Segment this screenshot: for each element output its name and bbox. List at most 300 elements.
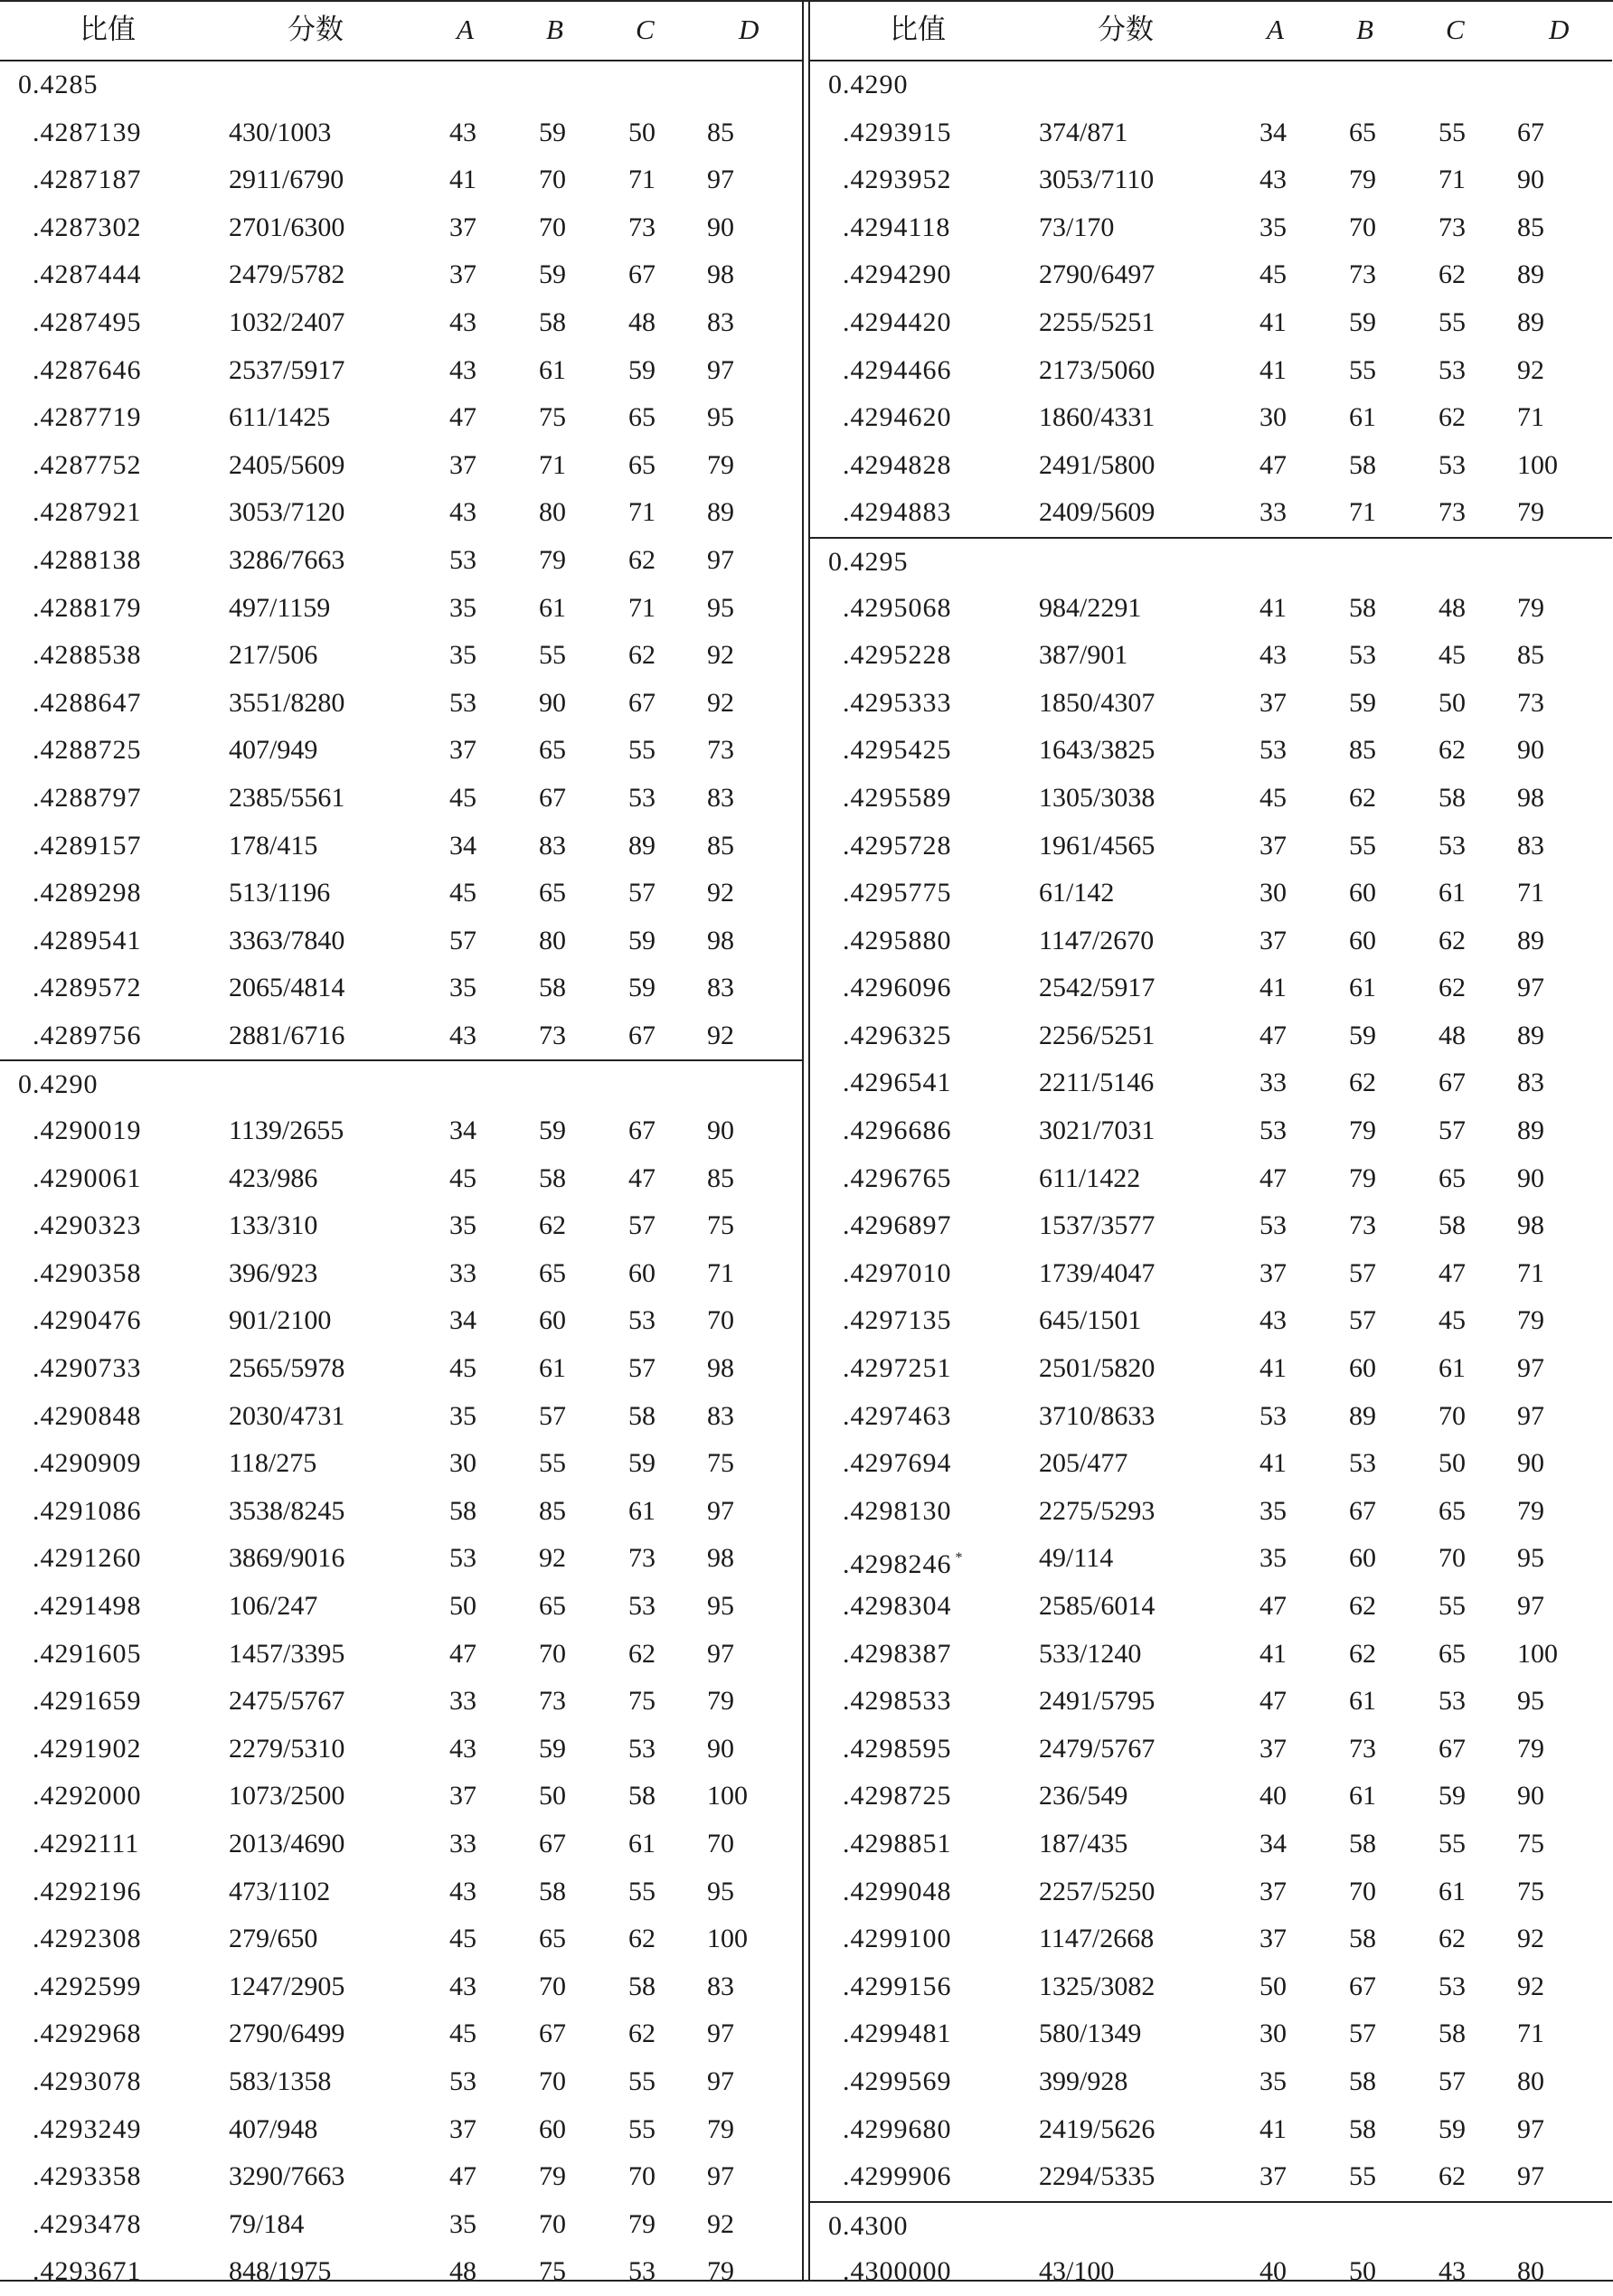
a-cell: 40 [1259,2256,1287,2287]
a-cell: 37 [449,212,476,242]
a-cell: 37 [1259,1876,1287,1906]
ratio-cell: .4299100 [843,1924,952,1954]
ratio-cell: .4296686 [843,1115,952,1146]
table-row [0,1345,802,1393]
a-cell: 43 [449,497,476,528]
table-row [0,442,802,490]
table-row [810,1821,1612,1868]
fraction-cell: 106/247 [229,1591,318,1621]
c-cell: 53 [1438,1971,1466,2001]
ratio-cell: .4291498 [33,1591,142,1621]
b-cell: 61 [1349,1781,1376,1811]
fraction-cell: 583/1358 [229,2065,332,2096]
table-row [0,2153,802,2201]
ratio-cell: .4295775 [843,878,952,908]
b-cell: 61 [539,592,566,623]
c-cell: 62 [1438,1924,1466,1954]
d-cell: 92 [707,2208,734,2239]
c-cell: 57 [628,1210,656,1241]
b-cell: 58 [539,1162,566,1193]
a-cell: 58 [449,1495,476,1526]
c-cell: 61 [1438,1353,1466,1384]
fraction-cell: 513/1196 [229,878,331,908]
fraction-cell: 2475/5767 [229,1686,345,1717]
ratio-text: .4298246 [843,1549,952,1580]
ratio-cell: .4288179 [33,592,142,623]
table-row [810,823,1612,870]
ratio-cell: .4290061 [33,1162,142,1193]
b-cell: 90 [539,687,566,718]
c-cell: 55 [628,1876,656,1906]
ratio-cell: .4295589 [843,782,952,813]
d-cell: 85 [707,830,734,861]
ratio-cell: .4298130 [843,1495,952,1526]
ratio-cell: .4291260 [33,1543,142,1574]
b-cell: 53 [1349,1448,1376,1479]
fraction-cell: 1739/4047 [1039,1257,1156,1288]
b-cell: 70 [539,2065,566,2096]
d-cell: 79 [707,2113,734,2144]
a-cell: 37 [1259,1924,1287,1954]
left-table-header [0,0,802,61]
table-row [810,632,1612,680]
d-cell: 97 [707,1638,734,1669]
d-cell: 90 [707,212,734,242]
fraction-cell: 611/1425 [229,402,331,433]
b-cell: 59 [1349,306,1376,337]
fraction-cell: 3290/7663 [229,2161,345,2192]
ratio-cell: .4298533 [843,1686,952,1717]
b-cell: 58 [1349,449,1376,480]
b-cell: 50 [1349,2256,1376,2287]
c-cell: 65 [628,402,656,433]
ratio-cell: .4296897 [843,1210,952,1241]
ratio-cell: .4299680 [843,2113,952,2144]
b-cell: 61 [1349,402,1376,433]
d-cell: 90 [707,1115,734,1146]
table-row [810,1631,1612,1679]
a-cell: 45 [1259,782,1287,813]
c-cell: 59 [628,973,656,1003]
fraction-cell: 2279/5310 [229,1733,345,1764]
table-row [810,1915,1612,1963]
table-row [0,1678,802,1726]
a-cell: 41 [1259,1448,1287,1479]
a-cell: 35 [449,640,476,671]
d-cell: 97 [707,2065,734,2096]
ratio-cell: .4299156 [843,1971,952,2001]
ratio-cell: .4293358 [33,2161,142,2192]
d-cell: 97 [1517,973,1544,1003]
ratio-cell: .4287139 [33,117,142,147]
c-cell: 71 [628,165,656,195]
c-cell: 61 [628,1495,656,1526]
fraction-cell: 901/2100 [229,1305,332,1336]
a-cell: 53 [449,2065,476,2096]
b-cell: 75 [539,402,566,433]
fraction-cell: 2790/6499 [229,2018,345,2049]
b-cell: 59 [539,1733,566,1764]
table-row [810,2248,1612,2296]
ratio-cell: .4287752 [33,449,142,480]
fraction-cell: 473/1102 [229,1876,331,1906]
fraction-cell: 3551/8280 [229,687,345,718]
fraction-cell: 1305/3038 [1039,782,1156,813]
d-cell: 70 [707,1828,734,1858]
a-cell: 41 [1259,1638,1287,1669]
b-cell: 73 [1349,259,1376,290]
table-row [0,1488,802,1536]
fraction-cell: 396/923 [229,1257,318,1288]
ratio-cell: .4287719 [33,402,142,433]
b-cell: 67 [539,782,566,813]
b-cell: 79 [1349,1115,1376,1146]
c-cell: 59 [628,354,656,385]
section-label: 0.4290 [18,1069,99,1100]
ratio-cell: .4290909 [33,1448,142,1479]
b-cell: 57 [539,1400,566,1431]
c-cell: 62 [628,640,656,671]
table-row [810,775,1612,823]
c-cell: 65 [1438,1162,1466,1193]
ratio-cell: .4288797 [33,782,142,813]
table-row [0,2010,802,2058]
d-cell: 100 [1517,449,1558,480]
table-row [810,1963,1612,2011]
c-cell: 55 [628,2065,656,2096]
fraction-cell: 2065/4814 [229,973,345,1003]
d-cell: 97 [707,2161,734,2192]
ratio-cell: .4298725 [843,1781,952,1811]
ratio-cell: .4295333 [843,687,952,718]
d-cell: 85 [1517,212,1544,242]
a-cell: 37 [1259,1257,1287,1288]
table-row [810,1202,1612,1250]
ratio-cell: .4295425 [843,735,952,766]
d-cell: 95 [707,592,734,623]
c-cell: 58 [628,1781,656,1811]
b-cell: 73 [1349,1210,1376,1241]
d-cell: 100 [707,1781,748,1811]
ratio-cell: .4291086 [33,1495,142,1526]
table-row [810,251,1612,299]
fraction-cell: 2701/6300 [229,212,345,242]
fraction-cell: 2385/5561 [229,782,345,813]
a-cell: 34 [449,1115,476,1146]
d-cell: 75 [707,1448,734,1479]
d-cell: 90 [1517,735,1544,766]
fraction-cell: 3363/7840 [229,925,345,955]
b-cell: 73 [1349,1733,1376,1764]
ratio-cell: .4292599 [33,1971,142,2001]
d-cell: 98 [1517,782,1544,813]
c-cell: 71 [1438,165,1466,195]
a-cell: 41 [1259,306,1287,337]
c-cell: 57 [1438,1115,1466,1146]
d-cell: 98 [707,1543,734,1574]
b-cell: 58 [1349,2113,1376,2144]
column-divider-left [802,0,804,2282]
ratio-cell: .4293078 [33,2065,142,2096]
a-cell: 53 [1259,1115,1287,1146]
c-cell: 75 [628,1686,656,1717]
ratio-cell: .4289157 [33,830,142,861]
a-cell: 43 [449,117,476,147]
b-cell: 65 [539,1924,566,1954]
fraction-cell: 1860/4331 [1039,402,1156,433]
table-row [0,775,802,823]
d-cell: 90 [1517,1162,1544,1193]
b-cell: 60 [1349,878,1376,908]
ratio-cell [843,1535,964,1583]
c-cell: 55 [1438,306,1466,337]
d-cell: 67 [1517,117,1544,147]
ratio-cell: .4293952 [843,165,952,195]
d-cell: 98 [1517,1210,1544,1241]
c-cell: 73 [628,212,656,242]
table-row [0,1297,802,1345]
c-cell: 55 [628,2113,656,2144]
d-cell: 95 [1517,1686,1544,1717]
fraction-cell: 399/928 [1039,2065,1128,2096]
ratio-cell: .4294828 [843,449,952,480]
fraction-cell: 61/142 [1039,878,1115,908]
a-cell: 53 [1259,1400,1287,1431]
d-cell: 79 [1517,497,1544,528]
header-ratio: 比值 [80,14,136,45]
b-cell: 65 [539,735,566,766]
a-cell: 35 [449,592,476,623]
table-row [810,1726,1612,1774]
c-cell: 58 [1438,782,1466,813]
header-fraction: 分数 [1098,14,1154,45]
a-cell: 35 [1259,212,1287,242]
fraction-cell: 1457/3395 [229,1638,345,1669]
table-row [810,1250,1612,1298]
fraction-cell: 2030/4731 [229,1400,345,1431]
ratio-cell: .4295068 [843,592,952,623]
fraction-cell: 2911/6790 [229,165,344,195]
fraction-cell: 848/1975 [229,2256,332,2287]
fraction-cell: 236/549 [1039,1781,1128,1811]
table-row [0,394,802,442]
table-row [0,917,802,965]
table-row [0,1631,802,1679]
table-row [0,1963,802,2011]
a-cell: 37 [1259,830,1287,861]
table-row [0,1107,802,1155]
c-cell: 62 [1438,973,1466,1003]
ratio-cell: .4290848 [33,1400,142,1431]
b-cell: 89 [1349,1400,1376,1431]
fraction-cell: 3710/8633 [1039,1400,1156,1431]
ratio-cell: .4292000 [33,1781,142,1811]
d-cell: 97 [1517,1591,1544,1621]
table-row [810,1583,1612,1631]
c-cell: 53 [1438,1686,1466,1717]
a-cell: 50 [1259,1971,1287,2001]
d-cell: 85 [1517,640,1544,671]
d-cell: 100 [707,1924,748,1954]
c-cell: 50 [628,117,656,147]
fraction-cell: 430/1003 [229,117,332,147]
b-cell: 58 [539,973,566,1003]
c-cell: 45 [1438,640,1466,671]
ratio-cell: .4297010 [843,1257,952,1288]
a-cell: 43 [449,1020,476,1050]
d-cell: 90 [1517,165,1544,195]
fraction-cell: 133/310 [229,1210,318,1241]
b-cell: 61 [539,1353,566,1384]
table-row [0,1393,802,1441]
section-label: 0.4300 [828,2210,909,2241]
table-row [810,1868,1612,1916]
b-cell: 57 [1349,2018,1376,2049]
a-cell: 34 [449,830,476,861]
a-cell: 45 [449,1353,476,1384]
table-row [0,632,802,680]
table-row [810,394,1612,442]
table-row [810,585,1612,633]
a-cell: 45 [449,878,476,908]
fraction-cell: 1850/4307 [1039,687,1156,718]
section-heading [810,2201,1612,2249]
c-cell: 43 [1438,2256,1466,2287]
a-cell: 41 [449,165,476,195]
ratio-cell: .4299481 [843,2018,952,2049]
b-cell: 62 [1349,1591,1376,1621]
a-cell: 41 [1259,973,1287,1003]
footnote-marker: * [955,1550,964,1567]
b-cell: 70 [539,1638,566,1669]
table-row [0,823,802,870]
d-cell: 100 [1517,1638,1558,1669]
a-cell: 43 [449,1733,476,1764]
ratio-cell: .4293478 [33,2208,142,2239]
header-d: D [739,14,759,45]
table-row [810,727,1612,775]
ratio-cell: .4299906 [843,2161,952,2192]
fraction-cell: 118/275 [229,1448,317,1479]
b-cell: 65 [1349,117,1376,147]
a-cell: 37 [449,259,476,290]
d-cell: 73 [1517,687,1544,718]
fraction-cell: 2501/5820 [1039,1353,1156,1384]
d-cell: 89 [1517,259,1544,290]
table-row [810,347,1612,395]
c-cell: 53 [1438,449,1466,480]
d-cell: 83 [1517,830,1544,861]
c-cell: 57 [628,878,656,908]
d-cell: 79 [1517,1305,1544,1336]
a-cell: 47 [449,1638,476,1669]
b-cell: 60 [539,2113,566,2144]
b-cell: 60 [1349,1543,1376,1574]
c-cell: 55 [628,735,656,766]
d-cell: 73 [707,735,734,766]
table-row [0,299,802,347]
fraction-cell: 1032/2407 [229,306,345,337]
d-cell: 97 [707,354,734,385]
c-cell: 62 [628,1638,656,1669]
d-cell: 83 [707,1400,734,1431]
fraction-cell: 2255/5251 [1039,306,1156,337]
d-cell: 89 [1517,1115,1544,1146]
fraction-cell: 3286/7663 [229,544,345,575]
section-label: 0.4290 [828,70,909,99]
fraction-cell: 2479/5767 [1039,1733,1156,1764]
b-cell: 70 [539,165,566,195]
table-row [810,1393,1612,1441]
d-cell: 83 [707,1971,734,2001]
a-cell: 41 [1259,1353,1287,1384]
b-cell: 85 [539,1495,566,1526]
c-cell: 73 [1438,212,1466,242]
a-cell: 43 [449,354,476,385]
c-cell: 50 [1438,1448,1466,1479]
fraction-cell: 2537/5917 [229,354,345,385]
ratio-cell: .4290733 [33,1353,142,1384]
table-row [0,1155,802,1203]
a-cell: 53 [449,687,476,718]
d-cell: 97 [1517,1353,1544,1384]
header-fraction: 分数 [288,14,344,45]
table-row [0,727,802,775]
d-cell: 83 [707,973,734,1003]
b-cell: 62 [1349,782,1376,813]
ratio-cell: .4295728 [843,830,952,861]
c-cell: 58 [1438,1210,1466,1241]
c-cell: 71 [628,592,656,623]
c-cell: 62 [628,2018,656,2049]
fraction-cell: 407/948 [229,2113,318,2144]
a-cell: 34 [449,1305,476,1336]
fraction-cell: 1643/3825 [1039,735,1156,766]
fraction-cell: 1247/2905 [229,1971,345,2001]
d-cell: 90 [707,1733,734,1764]
a-cell: 35 [449,1400,476,1431]
ratio-cell: .4298387 [843,1638,952,1669]
fraction-cell: 984/2291 [1039,592,1142,623]
d-cell: 92 [707,640,734,671]
table-row [810,2058,1612,2106]
fraction-cell: 2294/5335 [1039,2161,1156,2192]
table-row [810,1535,1612,1583]
b-cell: 80 [539,497,566,528]
header-d: D [1549,14,1570,45]
d-cell: 79 [1517,1495,1544,1526]
b-cell: 62 [1349,1068,1376,1098]
a-cell: 47 [449,402,476,433]
table-row [0,109,802,157]
header-ratio: 比值 [890,14,946,45]
ratio-cell: .4290476 [33,1305,142,1336]
fraction-cell: 645/1501 [1039,1305,1142,1336]
ratio-cell: .4294290 [843,259,952,290]
ratio-cell: .4287495 [33,306,142,337]
b-cell: 58 [1349,2065,1376,2096]
a-cell: 53 [1259,735,1287,766]
a-cell: 45 [449,782,476,813]
ratio-cell: .4287187 [33,165,142,195]
a-cell: 35 [449,1210,476,1241]
c-cell: 57 [628,1353,656,1384]
ratio-cell: .4294466 [843,354,952,385]
d-cell: 95 [707,402,734,433]
ratio-cell: .4296096 [843,973,952,1003]
d-cell: 95 [707,1876,734,1906]
a-cell: 30 [1259,402,1287,433]
